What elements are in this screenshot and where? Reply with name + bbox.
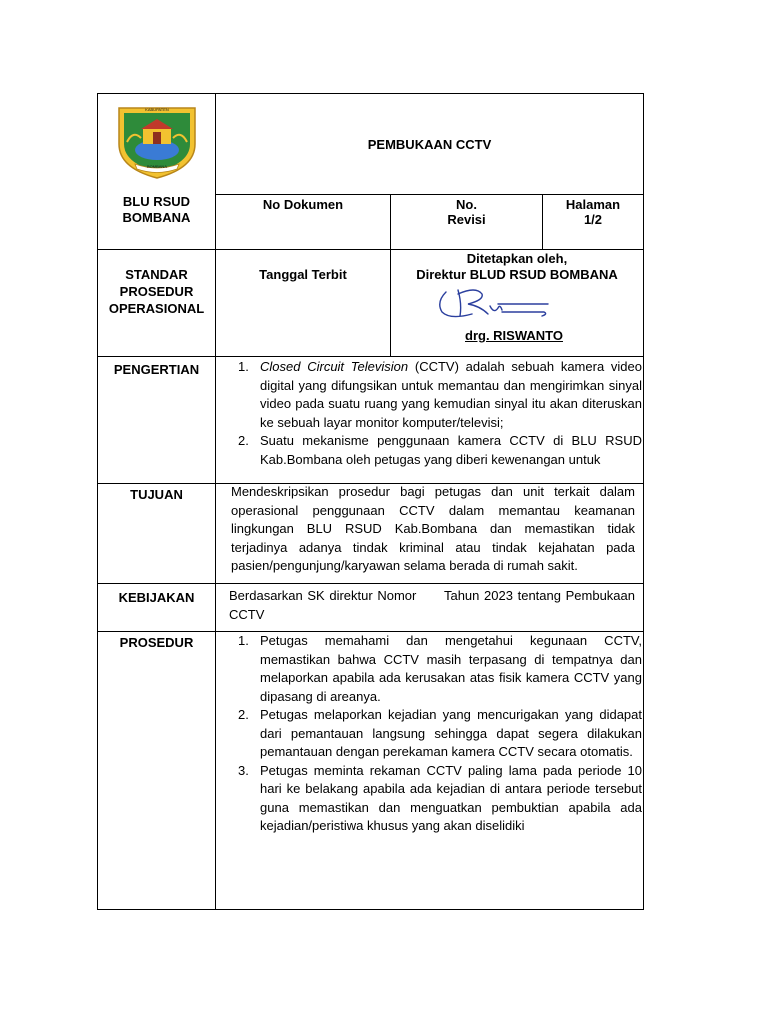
pengertian-item-1-term: Closed Circuit Television: [260, 359, 409, 374]
kebijakan-text: Berdasarkan SK direktur Nomor Tahun 2023 tentang Pembukaan CCTV: [229, 588, 639, 622]
pengertian-item-1-num: 1.: [238, 359, 249, 374]
prosedur-item-2: [230, 706, 642, 762]
pengertian-item-1-text: (CCTV) adalah sebuah kamera video digital yang difungsikan untuk memantau dan mengirimkan sinyal video pada suatu ruang yang kemudian sinyal itu akan diteruskan ke sebuah layar monitor komputer/televisi;: [260, 359, 642, 430]
section-line-kebijakan: [97, 583, 644, 584]
logo-top-text: KABUPATEN: [145, 107, 169, 112]
doc-no-label: No Dokumen: [262, 197, 344, 212]
label-column-divider: [215, 93, 216, 910]
logo: [113, 102, 201, 180]
pengertian-item-1: [230, 358, 642, 432]
prosedur-content: [230, 632, 642, 836]
page-value: 1/2: [583, 212, 603, 227]
page-label: Halaman: [565, 197, 621, 212]
table-border-bottom: [97, 909, 644, 910]
label-prosedur: PROSEDUR: [119, 635, 194, 650]
revision-label-line-2: Revisi: [447, 212, 486, 227]
header-line-issue: [97, 356, 644, 357]
label-tujuan: TUJUAN: [130, 487, 183, 502]
label-kebijakan: KEBIJAKAN: [118, 590, 195, 605]
prosedur-item-1-text: Petugas memahami dan mengetahui kegunaan CCTV, memastikan bahwa CCTV masih terpasang di tempatnya dan melaporkan apabila ada kerusakan atas fisik kamera CCTV yang dipasang di areanya.: [260, 633, 642, 704]
table-border-top: [97, 93, 644, 94]
prosedur-item-3: [230, 762, 642, 836]
director-name: drg. RISWANTO: [465, 328, 563, 343]
logo-bottom-text: BOMBANA: [146, 164, 167, 169]
label-pengertian: PENGERTIAN: [113, 362, 200, 377]
approved-by-line-2: Direktur BLUD RSUD BOMBANA: [416, 267, 618, 282]
sop-label-line-1: STANDAR: [125, 267, 188, 282]
prosedur-item-2-text: Petugas melaporkan kejadian yang mencurigakan yang didapat dari pemantauan langsung sehingga dapat segera dilakukan pemantauan dengan perekaman kamera CCTV secara otomatis.: [260, 707, 642, 759]
tujuan-text: Mendeskripsikan prosedur bagi petugas dan unit terkait dalam operasional penggunaan CCTV dalam memantau keamanan lingkungan BLU RSUD Kab.Bombana dan memastikan tidak terjadinya adanya tindak kriminal atau tindak kejahatan pada pasien/pengunjung/karyawan selama berada di rumah sakit.: [231, 484, 635, 573]
prosedur-item-3-text: Petugas meminta rekaman CCTV paling lama pada periode 10 hari ke belakang apabila ada kejadian di antara periode tersebut guna memastikan dan menguatkan pembuktian apabila ada kejadian/peristiwa khusus yang akan diselidiki: [260, 762, 642, 833]
pengertian-content: [230, 358, 642, 483]
sop-label-line-2: PROSEDUR: [119, 284, 194, 299]
prosedur-item-3-num: 3.: [238, 762, 249, 778]
approved-by-line-1: Ditetapkan oleh,: [466, 251, 568, 266]
table-border-right: [643, 93, 644, 910]
sop-label-line-3: OPERASIONAL: [108, 301, 205, 316]
prosedur-item-1-num: 1.: [238, 633, 249, 648]
pengertian-item-2-num: 2.: [238, 433, 249, 448]
institution-name: BLU RSUD BOMBANA: [122, 194, 191, 225]
page-title: PEMBUKAAN CCTV: [367, 137, 492, 152]
prosedur-item-1: [230, 632, 642, 706]
header-line-title: [215, 194, 644, 195]
pengertian-item-2: [230, 432, 642, 469]
issue-date-label: Tanggal Terbit: [259, 267, 347, 282]
prosedur-item-2-num: 2.: [238, 707, 249, 722]
revision-label-line-1: No.: [456, 197, 477, 212]
director-signature: [432, 284, 552, 324]
pengertian-item-2-text: Suatu mekanisme penggunaan kamera CCTV di BLU RSUD Kab.Bombana oleh petugas yang diberi kewenangan untuk: [260, 433, 642, 467]
signature-icon: [432, 284, 552, 324]
